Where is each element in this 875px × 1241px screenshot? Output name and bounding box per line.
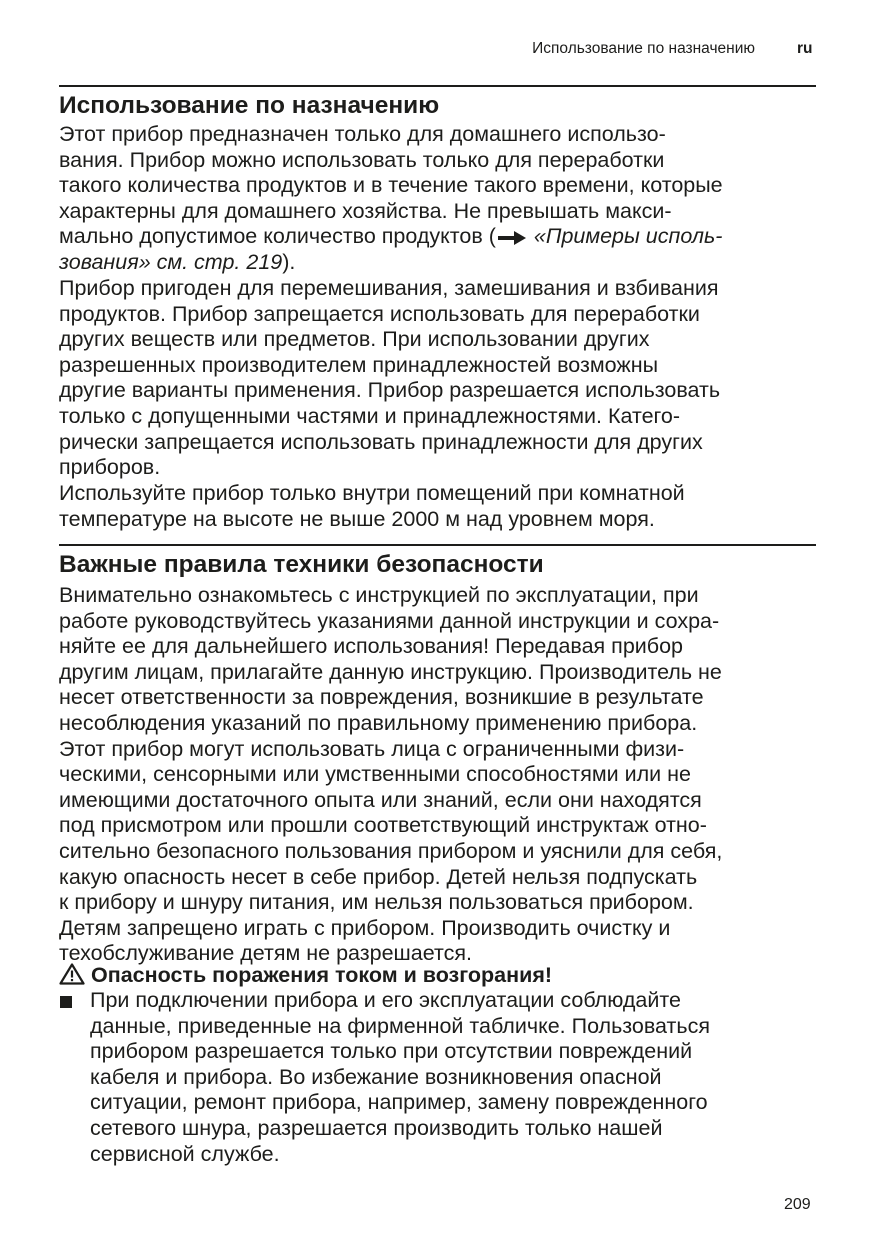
text-line: сетевого шнура, разрешается производить только нашей xyxy=(90,1115,663,1140)
paragraph-intended-use-2 xyxy=(59,276,859,481)
text-line: техобслуживание детям не разрешается. xyxy=(59,941,472,966)
page-number: 209 xyxy=(784,1196,811,1213)
text-line: сительно безопасного пользования прибором и уяснили для себя, xyxy=(59,838,723,863)
text-line: ческими, сенсорными или умственными способностями или не xyxy=(59,762,691,787)
text-line: прибором разрешается только при отсутствии повреждений xyxy=(90,1039,693,1064)
text-line: другие варианты применения. Прибор разрешается использовать xyxy=(59,378,721,403)
text-fragment: мально допустимое количество продуктов ( xyxy=(59,224,496,249)
text-line: несет ответственности за повреждения, возникшие в результате xyxy=(59,685,704,710)
language-code: ru xyxy=(797,40,813,57)
text-line: под присмотром или прошли соответствующий инструктаж отно- xyxy=(59,813,707,838)
text-line: работе руководствуйтесь указаниями данной инструкции и сохра- xyxy=(59,608,720,633)
warning-heading xyxy=(59,962,552,988)
paragraph-intended-use-3 xyxy=(59,481,859,532)
text-line: Внимательно ознакомьтесь с инструкцией по эксплуатации, при xyxy=(59,583,699,607)
text-line: данные, приведенные на фирменной табличке. Пользоваться xyxy=(90,1013,710,1038)
text-line: вания. Прибор можно использовать только для переработки xyxy=(59,147,665,172)
section-heading-intended-use: Использование по назначению xyxy=(59,92,440,119)
text-line: сервисной службе. xyxy=(90,1141,280,1166)
text-line: няйте ее для дальнейшего использования! Передавая прибор xyxy=(59,634,684,659)
paragraph-intended-use-1 xyxy=(59,122,859,276)
text-line: характерны для домашнего хозяйства. Не превышать макси- xyxy=(59,198,672,223)
text-line: какую опасность несет в себе прибор. Детей нельзя подпускать xyxy=(59,864,698,889)
bullet-item-electrical-safety xyxy=(90,988,875,1167)
text-line: приборов. xyxy=(59,455,161,480)
cross-reference-link-cont[interactable]: зования» см. стр. 219 xyxy=(59,249,283,274)
text-fragment: ). xyxy=(282,249,296,274)
divider xyxy=(59,544,816,546)
text-line: Прибор пригоден для перемешивания, замешивания и взбивания xyxy=(59,276,719,300)
section-heading-safety: Важные правила техники безопасности xyxy=(59,551,544,578)
text-line: несоблюдения указаний по правильному применению прибора. xyxy=(59,710,698,735)
arrow-right-icon xyxy=(498,231,526,245)
text-line: кабеля и прибора. Во избежание возникновения опасной xyxy=(90,1064,662,1089)
text-line: продуктов. Прибор запрещается использовать для переработки xyxy=(59,301,700,326)
text-line: ситуации, ремонт прибора, например, замену поврежденного xyxy=(90,1090,708,1115)
text-line: другим лицам, прилагайте данную инструкцию. Производитель не xyxy=(59,659,722,684)
text-line: к прибору и шнуру питания, им нельзя пользоваться прибором. xyxy=(59,890,694,915)
running-header-title: Использование по назначению xyxy=(532,40,755,57)
text-line xyxy=(59,250,859,276)
text-line: Детям запрещено играть с прибором. Производить очистку и xyxy=(59,915,671,940)
text-line xyxy=(59,224,859,250)
text-line: рически запрещается использовать принадлежности для других xyxy=(59,429,703,454)
warning-title: Опасность поражения током и возгорания! xyxy=(91,963,553,987)
divider xyxy=(59,85,816,87)
text-line: имеющими достаточного опыта или знаний, если они находятся xyxy=(59,787,702,812)
cross-reference-link[interactable]: «Примеры исполь- xyxy=(533,224,723,249)
text-line: температуре на высоте не выше 2000 м над уровнем моря. xyxy=(59,506,655,531)
warning-triangle-icon xyxy=(59,963,85,985)
text-line: При подключении прибора и его эксплуатации соблюдайте xyxy=(90,988,681,1012)
text-line: Этот прибор предназначен только для домашнего использо- xyxy=(59,122,666,146)
bullet-square-icon xyxy=(60,996,72,1008)
text-line: Используйте прибор только внутри помещений при комнатной xyxy=(59,481,685,505)
paragraph-safety-1 xyxy=(59,583,859,967)
text-line: такого количества продуктов и в течение такого времени, которые xyxy=(59,173,723,198)
text-line: Этот прибор могут использовать лица с ограниченными физи- xyxy=(59,736,685,761)
text-line: разрешенных производителем принадлежностей возможны xyxy=(59,352,659,377)
text-line: только с допущенными частями и принадлежностями. Катего- xyxy=(59,403,681,428)
text-line: других веществ или предметов. При использовании других xyxy=(59,327,650,352)
